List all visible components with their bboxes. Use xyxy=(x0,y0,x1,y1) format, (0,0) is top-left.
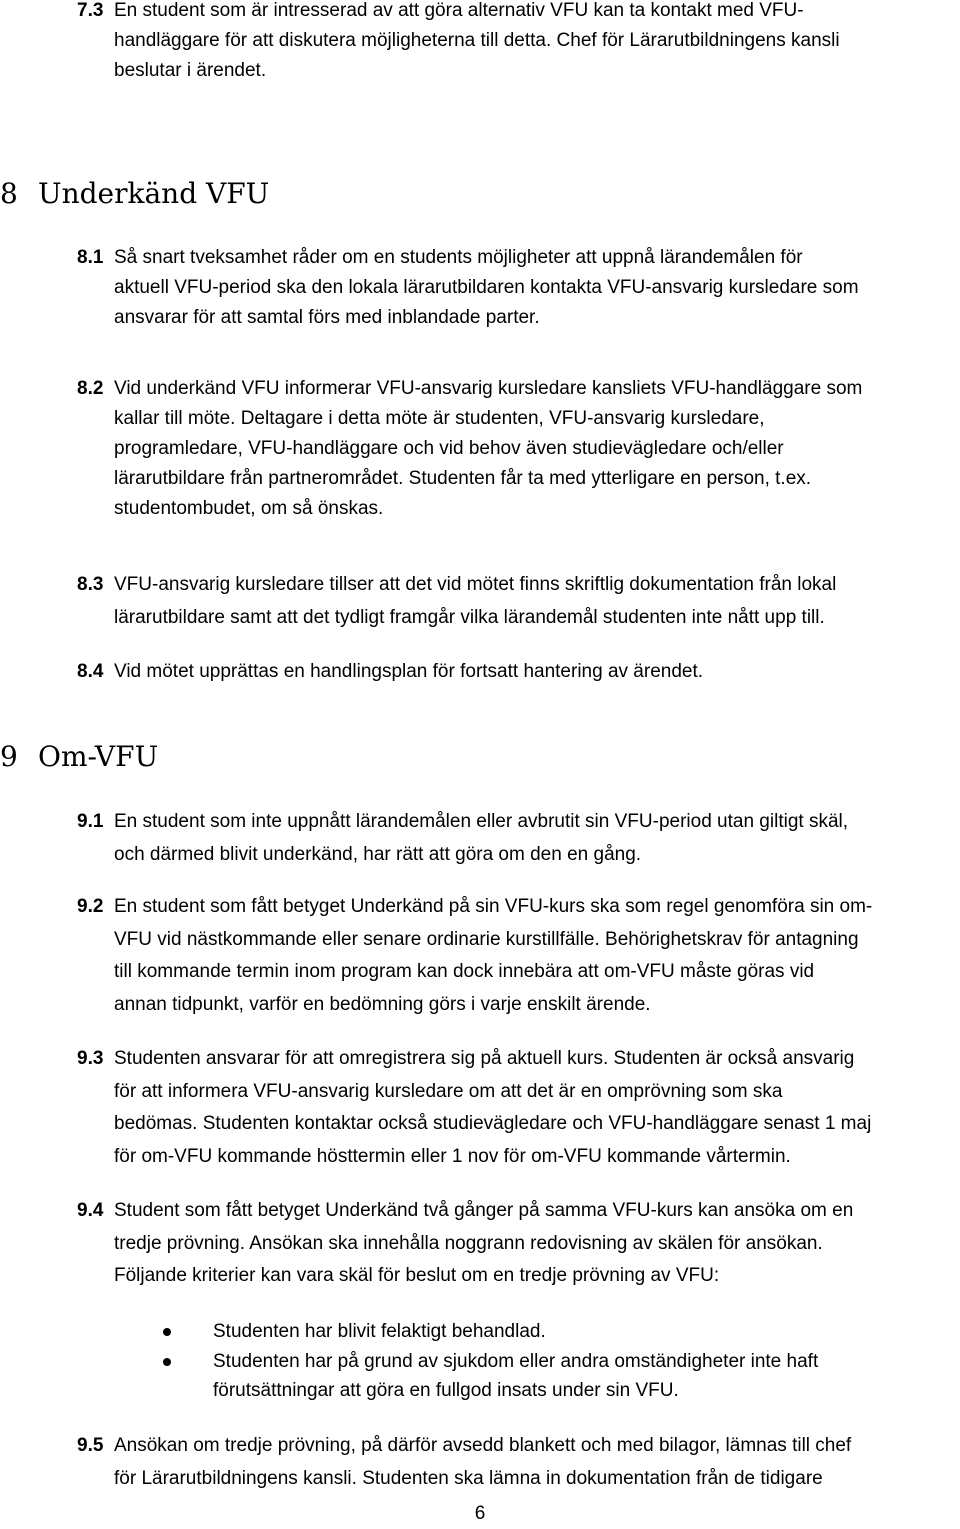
text-line: för Lärarutbildningens kansli. Studenten ska lämna in dokumentation från de tidigare xyxy=(114,1467,823,1489)
paragraph-text xyxy=(114,1195,960,1293)
text-line: för att informera VFU-ansvarig kursledare om att det är en omprövning som ska xyxy=(114,1080,783,1102)
paragraph-text xyxy=(114,806,960,871)
text-line: Ansökan om tredje prövning, på därför avsedd blankett och med bilagor, lämnas till chef xyxy=(114,1435,852,1456)
text-line: beslutar i ärendet. xyxy=(114,60,267,81)
text-line: lärarutbildare från partnerområdet. Studenten får ta med ytterligare en person, t.ex. xyxy=(114,468,812,489)
paragraph-number: 7.3 xyxy=(77,0,104,21)
text-line: En student som inte uppnått lärandemålen eller avbrutit sin VFU-period utan giltigt skäl, xyxy=(114,811,849,832)
text-line: ansvarar för att samtal förs med inblandade parter. xyxy=(114,307,540,328)
heading-title: Om-VFU xyxy=(38,740,159,773)
bullet-dot-icon xyxy=(163,1328,171,1336)
text-line: aktuell VFU-period ska den lokala lärarutbildaren kontakta VFU-ansvarig kursledare som xyxy=(114,277,859,298)
paragraph-number: 8.4 xyxy=(77,661,104,682)
text-line: kallar till möte. Deltagare i detta möte är studenten, VFU-ansvarig kursledare, xyxy=(114,408,765,429)
paragraph-text xyxy=(114,243,960,333)
text-line: och därmed blivit underkänd, har rätt att göra om den en gång. xyxy=(114,843,642,865)
paragraph-text xyxy=(114,891,960,1021)
text-line: Så snart tveksamhet råder om en students möjligheter att uppnå lärandemålen för xyxy=(114,247,803,268)
text-line: Vid mötet upprättas en handlingsplan för fortsatt hantering av ärendet. xyxy=(114,661,704,682)
heading-number: 9 xyxy=(0,740,18,773)
paragraph-number: 8.3 xyxy=(77,574,104,595)
bullet-text xyxy=(213,1347,818,1405)
text-line: studentombudet, om så önskas. xyxy=(114,498,384,519)
text-line: programledare, VFU-handläggare och vid behov även studievägledare och/eller xyxy=(114,438,784,459)
page-number: 6 xyxy=(474,1503,486,1524)
heading-title: Underkänd VFU xyxy=(38,177,270,210)
text-line: annan tidpunkt, varför en bedömning görs i varje enskilt ärende. xyxy=(114,993,651,1015)
bullet-dot-icon xyxy=(163,1358,171,1366)
text-line: En student som fått betyget Underkänd på sin VFU-kurs ska som regel genomföra sin om- xyxy=(114,896,873,917)
text-line: för om-VFU kommande hösttermin eller 1 nov för om-VFU kommande vårtermin. xyxy=(114,1145,791,1167)
section-heading-9 xyxy=(0,740,158,773)
paragraph-number: 9.1 xyxy=(77,811,104,832)
bullet-text xyxy=(213,1317,546,1346)
text-line: Följande kriterier kan vara skäl för beslut om en tredje prövning av VFU: xyxy=(114,1265,720,1286)
paragraph-number: 9.5 xyxy=(77,1435,104,1456)
paragraph-number: 9.3 xyxy=(77,1048,104,1069)
text-line: Studenten ansvarar för att omregistrera sig på aktuell kurs. Studenten är också ansvarig xyxy=(114,1048,855,1069)
text-line: Studenten har blivit felaktigt behandlad. xyxy=(213,1321,546,1342)
text-line: Student som fått betyget Underkänd två gånger på samma VFU-kurs kan ansöka om en xyxy=(114,1200,854,1221)
paragraph-text xyxy=(114,1430,960,1495)
text-line: tredje prövning. Ansökan ska innehålla noggrann redovisning av skälen för ansökan. xyxy=(114,1232,823,1254)
text-line: VFU-ansvarig kursledare tillser att det vid mötet finns skriftlig dokumentation från lokal xyxy=(114,574,837,595)
paragraph-number: 9.4 xyxy=(77,1200,104,1221)
paragraph-number: 8.1 xyxy=(77,247,104,268)
text-line: lärarutbildare samt att det tydligt framgår vilka lärandemål studenten inte nått upp till. xyxy=(114,606,825,628)
paragraph-text xyxy=(114,374,960,524)
text-line: Vid underkänd VFU informerar VFU-ansvarig kursledare kansliets VFU-handläggare som xyxy=(114,378,863,399)
text-line: En student som är intresserad av att göra alternativ VFU kan ta kontakt med VFU- xyxy=(114,0,804,21)
paragraph-number: 8.2 xyxy=(77,378,104,399)
text-line: förutsättningar att göra en fullgod insats under sin VFU. xyxy=(213,1380,679,1401)
text-line: bedömas. Studenten kontaktar också studievägledare och VFU-handläggare senast 1 maj xyxy=(114,1113,872,1134)
paragraph-number: 9.2 xyxy=(77,896,104,917)
section-heading-8 xyxy=(0,177,269,210)
text-line: till kommande termin inom program kan dock innebära att om-VFU måste göras vid xyxy=(114,961,815,982)
text-line: VFU vid nästkommande eller senare ordinarie kurstillfälle. Behörighetskrav för antagning xyxy=(114,928,859,950)
paragraph-text xyxy=(114,1043,960,1173)
text-line: handläggare för att diskutera möjligheterna till detta. Chef för Lärarutbildningens kansli xyxy=(114,30,840,51)
text-line: Studenten har på grund av sjukdom eller andra omständigheter inte haft xyxy=(213,1351,819,1372)
paragraph-text xyxy=(114,0,960,86)
heading-number: 8 xyxy=(0,177,18,210)
paragraph-text xyxy=(114,656,960,689)
paragraph-text xyxy=(114,569,960,634)
